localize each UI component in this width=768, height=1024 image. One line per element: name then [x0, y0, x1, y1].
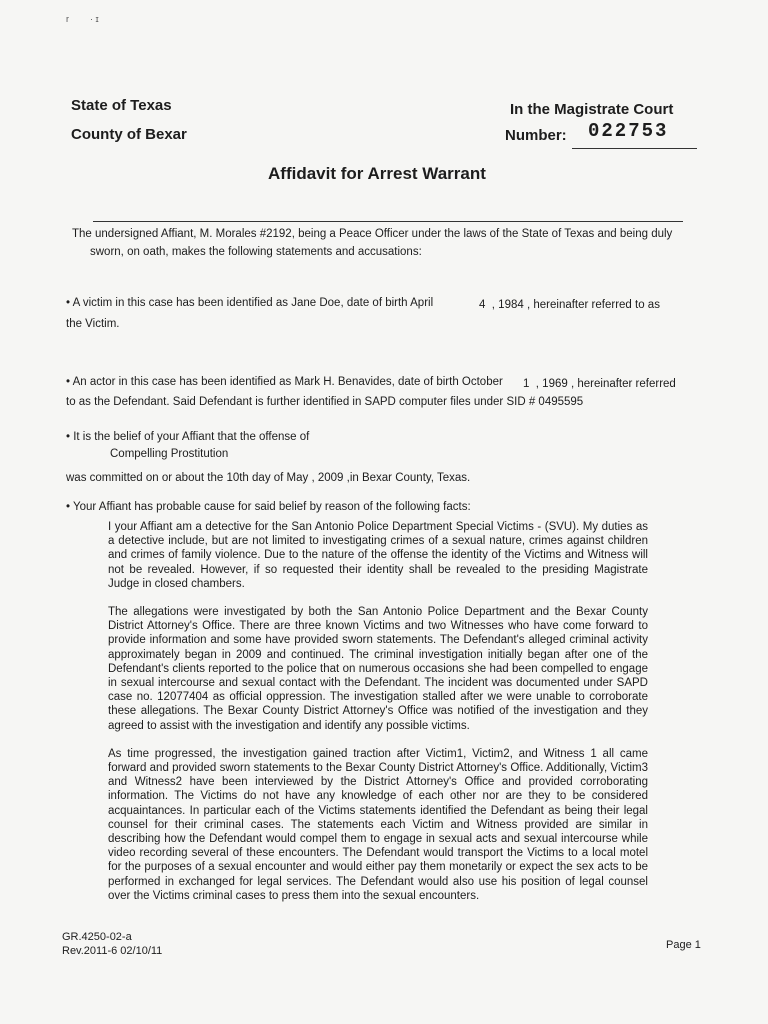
actor-sid-text: to as the Defendant. Said Defendant is further identified in SAPD computer files under SID # — [66, 396, 536, 408]
victim-line-1 — [66, 296, 433, 310]
victim-year: , 1984 — [491, 299, 524, 311]
title-divider — [93, 221, 683, 222]
offense-committed: was committed on or about the 10th day of May , 2009 ,in Bexar County, Texas. — [66, 472, 471, 484]
number-label: Number: — [505, 127, 567, 144]
facts-paragraph-1: I your Affiant am a detective for the San Antonio Police Department Special Victims - (SVU). My duties as a detective include, but are not limited to investigating crimes of a sexual nature, crimes against children and crimes of family violence. Due to the nature of the offense the identity of the Victims and Witness will not be revealed. However, if so requested their identity shall be revealed to the presiding Magistrate Judge in closed chambers. — [108, 521, 648, 590]
actor-sid: 0495595 — [538, 396, 584, 408]
victim-line-2: the Victim. — [66, 318, 120, 330]
actor-text-b: , date of birth — [391, 376, 459, 388]
victim-text-c: , hereinafter referred to as — [526, 299, 660, 311]
probable-cause-body — [108, 520, 648, 903]
county-label: County of Bexar — [71, 126, 187, 143]
victim-day: 4 — [479, 299, 486, 311]
victim-name: Jane Doe — [291, 297, 341, 309]
actor-text-c: , hereinafter referred — [570, 378, 676, 390]
case-number-underline — [572, 148, 697, 149]
actor-date-rest — [523, 377, 676, 391]
actor-text-a: • An actor in this case has been identified as — [66, 376, 292, 388]
actor-year: , 1969 — [535, 378, 568, 390]
offense-name: Compelling Prostitution — [110, 448, 229, 460]
victim-text-a: • A victim in this case has been identified as — [66, 297, 289, 309]
victim-date-rest — [479, 298, 660, 312]
scan-mark-right: · ɪ — [90, 14, 99, 24]
actor-line-1 — [66, 375, 503, 389]
offense-line-1: • It is the belief of your Affiant that the offense of — [66, 431, 310, 443]
actor-day: 1 — [523, 378, 530, 390]
facts-paragraph-2: The allegations were investigated by both the San Antonio Police Department and the Bexar County District Attorney's Office. There are three known Victims and two Witnesses who have come forward to provide information and some have provided sworn statements. The Defendant's alleged criminal activity approximately began in 2009 and continued. The criminal investigation initially began after one of the Defendant's clients reported to the police that on numerous occasions she had been compelled to engage in sexual intercourse and sexual contact with the Defendant. The incident was documented under SAPD case no. 12077404 as official oppression. The investigation stalled after we were unable to corroborate these allegations. The Bexar County District Attorney's Office was notified of the investigation and they agreed to assist with the investigation and identify any possible victims. — [108, 606, 648, 732]
victim-text-b: , date of birth — [340, 297, 408, 309]
case-number: 022753 — [588, 120, 669, 142]
victim-month: April — [410, 297, 434, 309]
actor-line-2 — [66, 395, 583, 409]
form-revision: Rev.2011-6 02/10/11 — [62, 945, 163, 957]
document-title: Affidavit for Arrest Warrant — [268, 164, 486, 183]
state-label: State of Texas — [71, 97, 172, 114]
scan-mark-left: r — [66, 14, 69, 24]
intro-line-1: The undersigned Affiant, M. Morales #2192, being a Peace Officer under the laws of the State of Texas and being duly — [72, 228, 673, 240]
actor-month: October — [461, 376, 503, 388]
intro-line-2: sworn, on oath, makes the following statements and accusations: — [90, 246, 422, 258]
form-number: GR.4250-02-a — [62, 931, 132, 943]
page-number: Page 1 — [666, 939, 701, 951]
court-label: In the Magistrate Court — [510, 101, 674, 118]
facts-paragraph-3: As time progressed, the investigation gained traction after Victim1, Victim2, and Witness 1 all came forward and provided sworn statements to the Bexar County District Attorney's Office. Additionally, Victim3 and Witness2 have been interviewed by the District Attorney's Office and provided corroborating information. The Victims do not have any knowledge of each other nor are they to be considered acquaintances. In particular each of the Victims statements identified the Defendant as being their legal counsel for their criminal cases. The statements each Victim and Witness provided are similar in describing how the Defendant would compel them to engage in sexual acts and sexual intercourse while video recording several of these encounters. The Defendant would transport the Victims to a local motel for the purposes of a sexual encounter and would either pay them monetarily or expect the sex acts to be performed in exchanged for legal services. The Defendant would also use his position of legal counsel over the Victims criminal cases to press them into the sexual encounters. — [108, 747, 648, 902]
probable-cause-heading: • Your Affiant has probable cause for said belief by reason of the following facts: — [66, 501, 471, 513]
actor-name: Mark H. Benavides — [294, 376, 392, 388]
